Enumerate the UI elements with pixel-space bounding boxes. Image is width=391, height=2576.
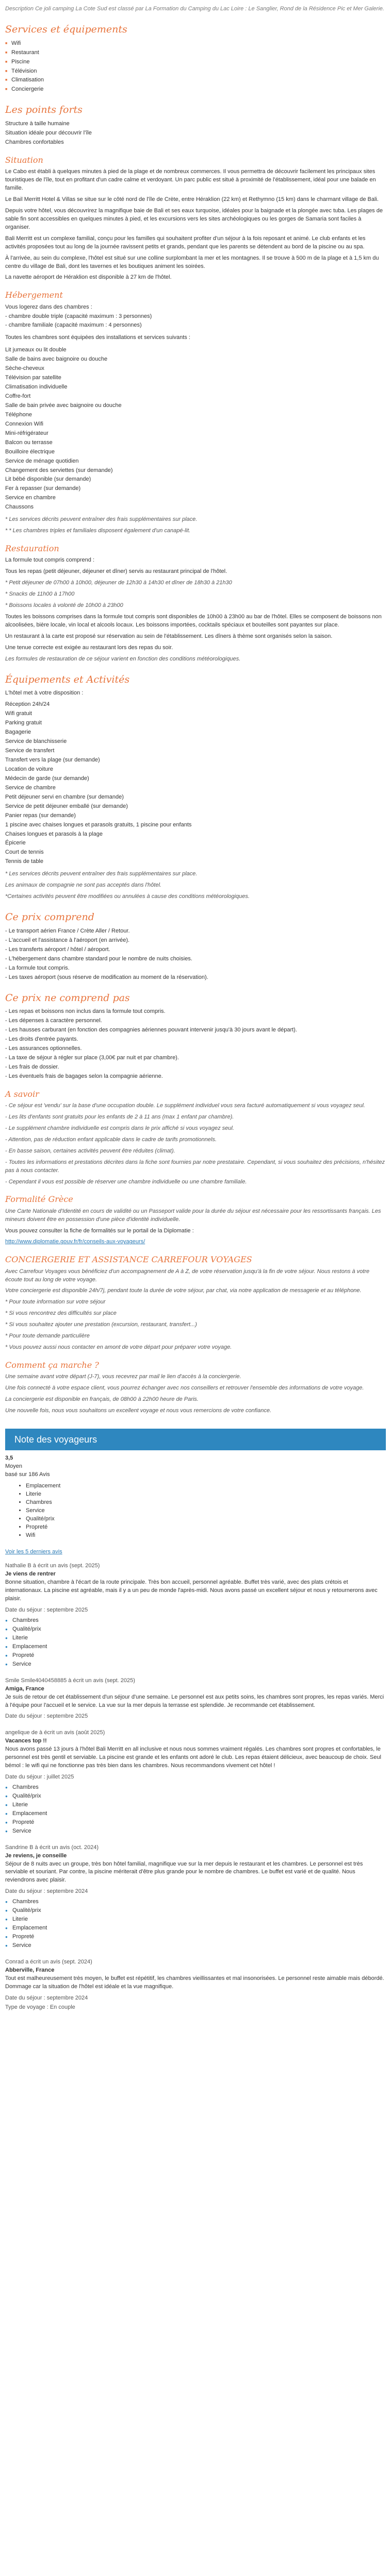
paragraph: * Snacks de 11h00 à 17h00 xyxy=(5,591,75,598)
comment-marche-text xyxy=(5,1373,386,1415)
hebergement-title: Hébergement xyxy=(5,290,63,300)
a-savoir-title: A savoir xyxy=(5,1089,39,1099)
list-item: Bouilloire électrique xyxy=(5,448,55,455)
list-item: Lit jumeaux ou lit double xyxy=(5,347,67,353)
list-item: Service en chambre xyxy=(5,495,56,501)
review-text: Tout est malheureusement très moyen, le buffet est répétitif, les chambres vieillissantes et mal insonorisées. Le personnel reste aimable mais débordé. Dommage car la situation de l'hôtel est idéale et la vue magnifique. xyxy=(5,1975,384,1990)
review-author: Nathalie B à écrit un avis (sept. 2025) xyxy=(5,1563,100,1569)
list-item: - Les frais de dossier. xyxy=(5,1063,59,1070)
note: Les animaux de compagnie ne sont pas acceptés dans l'hôtel. xyxy=(5,882,161,889)
criteria-item: ● Literie xyxy=(5,1801,386,1809)
paragraph: Toutes les boissons comprises dans la formule tout compris sont disponibles de 10h00 à 23h00 au bar de l'hôtel. Elles se composent de boissons non alcoolisées, bière locale, vin local et alcools locaux. Les boissons importées, cocktails spéciaux et bouteilles sont payantes sur place. xyxy=(5,613,382,628)
review-text: Je suis de retour de cet établissement d'un séjour d'une semaine. Le personnel est aux petits soins, les chambres sont propres, les repas variés. Merci à l'équipe pour l'accueil et le service. La vue sur la mer depuis la terrasse est splendide. Je recommande cet établissement. xyxy=(5,1693,384,1708)
criteria-item: • Literie xyxy=(26,1490,386,1499)
list-item: Service de petit déjeuner emballé (sur demande) xyxy=(5,803,128,809)
prix-comprend-title: Ce prix comprend xyxy=(5,911,94,923)
restauration-title: Restauration xyxy=(5,544,59,554)
criteria-item: • Propreté xyxy=(26,1523,386,1532)
review-card xyxy=(5,1562,386,1668)
list-item: Service de chambre xyxy=(5,784,56,791)
list-item: Changement des serviettes (sur demande) xyxy=(5,467,113,473)
paragraph: Le Cabo est établi à quelques minutes à pied de la plage et de nombreux commerces. Il vous permettra de découvrir facilement les principaux sites touristiques de l'île, tout en profitant d'un cadre calme et verdoyant. Un parc public est situé à proximité de l'établissement, idéal pour une balade en famille. xyxy=(5,168,376,192)
paragraph: La formule tout compris comprend : xyxy=(5,557,95,564)
conciergerie-title: CONCIERGERIE ET ASSISTANCE CARREFOUR VOYAGES xyxy=(5,1255,252,1265)
list-item: ■ Restaurant xyxy=(5,49,386,57)
prix-ne-comprend-title: Ce prix ne comprend pas xyxy=(5,992,130,1004)
criteria-item: ● Emplacement xyxy=(5,1924,386,1933)
list-item: Service de blanchisserie xyxy=(5,738,67,745)
paragraph: - Ce séjour est 'vendu' sur la base d'une occupation double. Le supplément individuel vous sera facturé automatiquement si vous voyagez seul. xyxy=(5,1102,365,1109)
paragraph: - Cependant il vous est possible de réserver une chambre individuelle ou une chambre familiale. xyxy=(5,1178,247,1185)
paragraph: Avec Carrefour Voyages vous bénéficiez d'un accompagnement de A à Z, de votre réservation jusqu'à la fin de votre séjour. Nous restons à votre écoute tout au long de votre voyage. xyxy=(5,1268,370,1283)
a-savoir-text xyxy=(5,1102,386,1187)
criteria-item: • Wifi xyxy=(26,1532,386,1540)
paragraph: Une Carte Nationale d'Identité en cours de validité ou un Passeport valide pour la durée du séjour est nécessaire pour les ressortissants français. Les mineurs doivent être en possession d'une pièce d'identité individuelle. xyxy=(5,1208,381,1223)
review-date: Date du séjour : septembre 2024 xyxy=(5,1994,88,2001)
conciergerie-text xyxy=(5,1268,386,1352)
review-title: Amiga, France xyxy=(5,1685,44,1692)
situation-title: Situation xyxy=(5,155,43,165)
list-item: - L'hébergement dans chambre standard pour le nombre de nuits choisies. xyxy=(5,955,192,962)
list-item: Service de ménage quotidien xyxy=(5,457,79,464)
paragraph: Le Bail Merritt Hotel & Villas se situe sur le côté nord de l'île de Crète, entre Héraklion (22 km) et Rethymno (15 km) dans le charmant village de Bali. xyxy=(5,196,379,202)
see-reviews-link[interactable]: Voir les 5 derniers avis xyxy=(5,1548,62,1555)
criteria-list xyxy=(5,1482,386,1540)
services-list xyxy=(5,40,386,94)
list-item: Situation idéale pour découvrir l'île xyxy=(5,130,92,137)
criteria-item: ● Propreté xyxy=(5,1819,386,1827)
list-item: ■ Wifi xyxy=(5,40,386,48)
criteria-item: ● Chambres xyxy=(5,1617,386,1625)
equipements-list xyxy=(5,701,386,866)
criteria-item: • Chambres xyxy=(26,1499,386,1507)
list-item: - Les hausses carburant (en fonction des compagnies aériennes pouvant intervenir jusqu'à 30 jours avant le départ). xyxy=(5,1027,297,1033)
paragraph: Une fois connecté à votre espace client, vous pourrez échanger avec nos conseillers et retrouver l'ensemble des informations de votre voyage. xyxy=(5,1385,364,1392)
list-item: Climatisation individuelle xyxy=(5,384,68,391)
paragraph: Une tenue correcte est exigée au restaurant lors des repas du soir. xyxy=(5,644,173,651)
list-item: Lit bébé disponible (sur demande) xyxy=(5,476,91,483)
review-trip-type: Type de voyage : En couple xyxy=(5,2004,75,2010)
list-item: Chaises longues et parasols à la plage xyxy=(5,831,103,837)
review-text: Séjour de 8 nuits avec un groupe, très bon hôtel familial, magnifique vue sur la mer depuis le restaurant et les chambres. Le personnel est très serviable et souriant. Par contre, la piscine mériterait d'être plus grande pour le nombre de chambres. Le buffet est varié et de qualité. Nous reviendrons avec plaisir. xyxy=(5,1860,363,1884)
list-item: Wifi gratuit xyxy=(5,710,32,717)
list-item: Télévision par satellite xyxy=(5,375,61,381)
paragraph: * Pour toute demande particulière xyxy=(5,1333,90,1340)
criteria-item: ● Propreté xyxy=(5,1652,386,1660)
review-title: Je reviens, je conseille xyxy=(5,1852,67,1859)
list-item: - Les taxes aéroport (sous réserve de modification au moment de la réservation). xyxy=(5,974,208,980)
hebergement-notes xyxy=(5,516,386,535)
criteria-item: • Qualité/prix xyxy=(26,1515,386,1523)
diplomatie-link[interactable]: http://www.diplomatie.gouv.fr/fr/conseils-aux-voyageurs/ xyxy=(5,1239,145,1245)
list-item: Téléphone xyxy=(5,411,32,418)
list-item: Connexion Wifi xyxy=(5,420,43,427)
formalites-title: Formalité Grèce xyxy=(5,1194,73,1205)
criteria-item: ● Qualité/prix xyxy=(5,1907,386,1915)
paragraph: - Toutes les informations et prestations décrites dans la fiche sont fournies par notre prestataire. Cependant, si vous souhaitez des précisions, n'hésitez pas à nous contacter. xyxy=(5,1159,385,1174)
review-title: Je viens de rentrer xyxy=(5,1571,56,1578)
list-item: Sèche-cheveux xyxy=(5,365,44,372)
review-title: Abberville, France xyxy=(5,1967,55,1973)
review-text: Nous avons passé 13 jours à l'hôtel Bali Merritt en all inclusive et nous nous sommes vraiment régalés. Les chambres sont propres et confortables, le personnel est très gentil et serviable. La piscine est grande et les enfants ont adoré le club. Les repas étaient délicieux, avec beaucoup de choix. Seul bémol : le wifi qui ne fonctionne pas très bien dans les chambres. Nous recommandons vivement cet hôtel ! xyxy=(5,1746,381,1769)
criteria-item: ● Propreté xyxy=(5,1933,386,1941)
equipements-title: Équipements et Activités xyxy=(5,673,130,685)
criteria-item: ● Literie xyxy=(5,1634,386,1642)
note: * Les services décrits peuvent entraîner des frais supplémentaires sur place. xyxy=(5,516,198,523)
list-item: Parking gratuit xyxy=(5,720,42,726)
list-item: - L'accueil et l'assistance à l'aéroport (en arrivée). xyxy=(5,937,130,943)
list-item: ■ Télévision xyxy=(5,67,386,76)
criteria-item: ● Service xyxy=(5,1942,386,1950)
list-item: Fer à repasser (sur demande) xyxy=(5,485,81,492)
paragraph: * Petit déjeuner de 07h00 à 10h00, déjeuner de 12h30 à 14h30 et dîner de 18h30 à 21h30 xyxy=(5,580,232,586)
points-forts-list xyxy=(5,120,386,147)
rating-score: 3,5 xyxy=(5,1455,13,1462)
review-date: Date du séjour : septembre 2025 xyxy=(5,1607,88,1614)
review-date: Date du séjour : juillet 2025 xyxy=(5,1774,74,1781)
criteria-item: ● Service xyxy=(5,1827,386,1836)
comment-marche-title: Comment ça marche ? xyxy=(5,1360,99,1370)
list-item: - Les éventuels frais de bagages selon la compagnie aérienne. xyxy=(5,1073,163,1079)
list-item: Tennis de table xyxy=(5,858,43,865)
review-author: angelique de à écrit un avis (août 2025) xyxy=(5,1730,105,1736)
paragraph: Une nouvelle fois, nous vous souhaitons un excellent voyage et nous vous remercions de votre confiance. xyxy=(5,1408,272,1414)
criteria-item: • Service xyxy=(26,1507,386,1515)
review-card xyxy=(5,1729,386,1835)
list-item: Mini-réfrigérateur xyxy=(5,430,48,436)
criteria-item: ● Literie xyxy=(5,1916,386,1924)
list-item: Balcon ou terrasse xyxy=(5,439,53,446)
paragraph: Toutes les chambres sont équipées des installations et services suivants : xyxy=(5,334,190,341)
list-item: - Les dépenses à caractère personnel. xyxy=(5,1018,102,1024)
prix-ne-comprend-list xyxy=(5,1008,386,1081)
prix-comprend-list xyxy=(5,927,386,982)
rating-count: basé sur 186 Avis xyxy=(5,1471,50,1478)
review-card xyxy=(5,1958,386,2012)
review-criteria xyxy=(5,1784,386,1836)
review-text: Bonne situation, chambre à l'écart de la route principale. Très bon accueil, personnel agréable. Buffet très varié, avec des plats crétois et internationaux. La piscine est agréable, mais il y a un peu de monde l'après-midi. Nous avons passé un excellent séjour et nous y retournerons avec plaisir. xyxy=(5,1579,378,1602)
list-item: Salle de bains avec baignoire ou douche xyxy=(5,356,108,363)
list-item: Chaussons xyxy=(5,504,34,511)
restauration-text xyxy=(5,556,386,663)
list-item: Salle de bain privée avec baignoire ou douche xyxy=(5,402,122,409)
list-item: Location de voiture xyxy=(5,766,53,772)
hebergement-text xyxy=(5,303,386,343)
paragraph: La conciergerie est disponible en français, de 08h00 à 22h00 heure de Paris. xyxy=(5,1396,199,1403)
list-item: Structure à taille humaine xyxy=(5,121,70,127)
criteria-item: ● Qualité/prix xyxy=(5,1792,386,1801)
list-item: - Les droits d'entrée payants. xyxy=(5,1036,78,1043)
review-author: Sandrine B à écrit un avis (oct. 2024) xyxy=(5,1844,99,1851)
list-item: - La taxe de séjour à régler sur place (3,00€ par nuit et par chambre). xyxy=(5,1054,179,1061)
paragraph: * Pour toute information sur votre séjour xyxy=(5,1299,106,1306)
list-item: Service de transfert xyxy=(5,748,55,754)
list-item: Bagagerie xyxy=(5,729,31,736)
paragraph: - En basse saison, certaines activités peuvent être réduites (climat). xyxy=(5,1147,175,1154)
list-item: - Les transferts aéroport / hôtel / aéroport. xyxy=(5,946,110,953)
review-title: Vacances top !! xyxy=(5,1738,47,1744)
list-item: Chambres confortables xyxy=(5,139,64,146)
list-item: Panier repas (sur demande) xyxy=(5,812,76,819)
paragraph: - Les lits d'enfants sont gratuits pour les enfants de 2 à 11 ans (max 1 enfant par chambre). xyxy=(5,1113,234,1120)
services-title: Services et équipements xyxy=(5,23,127,35)
review-criteria xyxy=(5,1898,386,1950)
list-item: Transfert vers la plage (sur demande) xyxy=(5,757,100,764)
paragraph: * Vous pouvez aussi nous contacter en amont de votre départ pour préparer votre voyage. xyxy=(5,1344,232,1351)
criteria-item: ● Service xyxy=(5,1660,386,1669)
list-item: - Les assurances optionnelles. xyxy=(5,1045,82,1052)
amenities-list xyxy=(5,346,386,512)
criteria-item: ● Qualité/prix xyxy=(5,1625,386,1634)
paragraph: - Le supplément chambre individuelle est compris dans le prix affiché si vous voyagez seul. xyxy=(5,1125,234,1131)
list-item: ■ Piscine xyxy=(5,58,386,66)
rating-summary xyxy=(5,1454,386,1556)
paragraph: Votre conciergerie est disponible 24h/7j, pendant toute la durée de votre séjour, par chat, via notre application de messagerie et au téléphone. xyxy=(5,1287,362,1294)
paragraph: Les formules de restauration de ce séjour varient en fonction des conditions météorologiques. xyxy=(5,655,241,662)
review-card xyxy=(5,1844,386,1950)
formalites-text xyxy=(5,1208,386,1247)
review-criteria xyxy=(5,1617,386,1669)
review-author: Smile Smile4040458885 à écrit un avis (sept. 2025) xyxy=(5,1677,135,1684)
rating-label: Moyen xyxy=(5,1463,23,1470)
reviews-header: Note des voyageurs xyxy=(5,1429,386,1450)
criteria-item: ● Chambres xyxy=(5,1784,386,1792)
paragraph: À l'arrivée, au sein du complexe, l'hôtel est situé sur une colline surplombant la mer et les montagnes. Il se trouve à 500 m de la plage et à 1,5 km du centre du village de Bali, dont les tavernes et les boutiques animent les soirées. xyxy=(5,255,379,269)
paragraph: La navette aéroport de Héraklion est disponible à 27 km de l'hôtel. xyxy=(5,274,172,281)
paragraph: - Attention, pas de réduction enfant applicable dans le cadre de tarifs promotionnels. xyxy=(5,1136,217,1143)
paragraph: Depuis votre hôtel, vous découvrirez la magnifique baie de Bali et ses eaux turquoise, idéales pour la baignade et la plongée avec tuba. Les plages de sable fin sont accessibles en quelques minutes à pied, et les excursions vers les sites archéologiques ou les gorges de Samaria sont faciles à organiser. xyxy=(5,207,383,230)
criteria-item: ● Chambres xyxy=(5,1898,386,1906)
paragraph: - chambre double triple (capacité maximum : 3 personnes) xyxy=(5,313,152,319)
criteria-item: ● Emplacement xyxy=(5,1643,386,1651)
note: * Les services décrits peuvent entraîner des frais supplémentaires sur place. xyxy=(5,871,198,877)
intro-text: Description Ce joli camping La Cote Sud est classé par La Formation du Camping du Lac Loire : Le Sanglier, Rond de la Résidence Pic et Mer Galerie. xyxy=(5,6,384,12)
list-item: Petit déjeuner servi en chambre (sur demande) xyxy=(5,793,124,800)
paragraph: * Si vous rencontrez des difficultés sur place xyxy=(5,1310,117,1317)
list-item: Épicerie xyxy=(5,840,26,846)
paragraph: - chambre familiale (capacité maximum : 4 personnes) xyxy=(5,322,142,329)
equipements-intro: L'hôtel met à votre disposition : xyxy=(5,690,84,697)
situation-text xyxy=(5,168,386,282)
criteria-item: • Emplacement xyxy=(26,1482,386,1490)
review-date: Date du séjour : septembre 2025 xyxy=(5,1713,88,1720)
review-author: Conrad a écrit un avis (sept. 2024) xyxy=(5,1958,92,1965)
list-item: - Les repas et boissons non inclus dans la formule tout compris. xyxy=(5,1008,166,1015)
paragraph: Une semaine avant votre départ (J-7), vous recevrez par mail le lien d'accès à la conciergerie. xyxy=(5,1374,241,1380)
paragraph: Vous logerez dans des chambres : xyxy=(5,303,92,310)
equipements-notes xyxy=(5,870,386,901)
list-item: ■ Conciergerie xyxy=(5,86,386,94)
list-item: - La formule tout compris. xyxy=(5,964,70,971)
list-item: Court de tennis xyxy=(5,849,44,856)
paragraph: Tous les repas (petit déjeuner, déjeuner et dîner) servis au restaurant principal de l'hôtel. xyxy=(5,568,227,575)
list-item: Médecin de garde (sur demande) xyxy=(5,775,89,782)
paragraph: * Boissons locales à volonté de 10h00 à 23h00 xyxy=(5,602,123,609)
review-date: Date du séjour : septembre 2024 xyxy=(5,1888,88,1895)
paragraph: Un restaurant à la carte est proposé sur réservation au sein de l'établissement. Les dîners à thème sont organisés selon la saison. xyxy=(5,633,333,639)
list-item: Coffre-fort xyxy=(5,393,31,400)
criteria-item: ● Emplacement xyxy=(5,1810,386,1818)
review-card xyxy=(5,1677,386,1721)
paragraph: * Si vous souhaitez ajouter une prestation (excursion, restaurant, transfert...) xyxy=(5,1321,197,1328)
paragraph: Vous pouvez consulter la fiche de formalités sur le portail de la Diplomatie : xyxy=(5,1227,194,1234)
list-item: ■ Climatisation xyxy=(5,76,386,84)
points-forts-title: Les points forts xyxy=(5,104,83,116)
note: *Certaines activités peuvent être modifiées ou annulées à cause des conditions météorologiques. xyxy=(5,893,250,900)
list-item: 1 piscine avec chaises longues et parasols gratuits, 1 piscine pour enfants xyxy=(5,821,192,828)
list-item: Réception 24h/24 xyxy=(5,701,50,708)
paragraph: Bali Merritt est un complexe familial, conçu pour les familles qui souhaitent profiter d'un séjour à la fois reposant et animé. Le club enfants et les activités proposées tout au long de la journée ravissent petits et grands, pendant que les parents se détendent au bord de la piscine ou au spa. xyxy=(5,235,366,250)
note: * * Les chambres triples et familiales disposent également d'un canapé-lit. xyxy=(5,528,191,534)
list-item: - Le transport aérien France / Crète Aller / Retour. xyxy=(5,927,130,934)
